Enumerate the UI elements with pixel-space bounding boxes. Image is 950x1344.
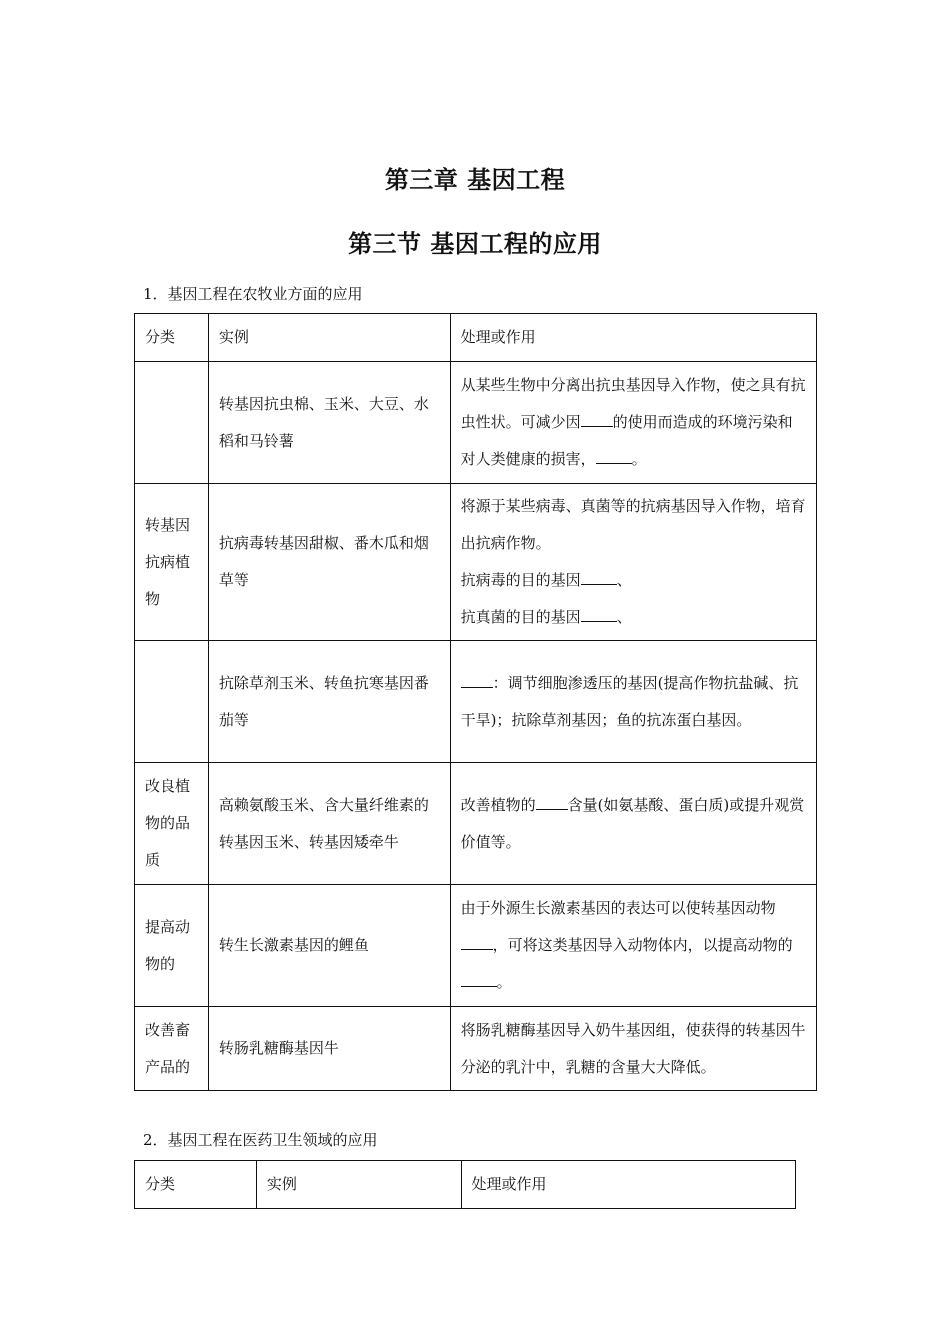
effect-text: 的使用而造成的环境污染和对人类健康的损害，: [460, 413, 793, 468]
row-effect: [450, 641, 816, 763]
table-row: [135, 763, 817, 885]
fill-blank[interactable]: [581, 406, 613, 427]
effect-line: [461, 562, 806, 599]
fill-blank[interactable]: [581, 564, 617, 585]
fill-blank[interactable]: [461, 929, 493, 950]
effect-text: 。: [496, 973, 512, 991]
header-effect: 处理或作用: [461, 1161, 795, 1209]
effect-line: [461, 599, 806, 636]
row-example: 抗除草剂玉米、转鱼抗寒基因番茄等: [208, 641, 450, 763]
table-row: [135, 362, 817, 484]
header-effect: 处理或作用: [450, 314, 816, 362]
effect-text: 抗真菌的目的基因: [460, 608, 581, 626]
row-category: [135, 641, 209, 763]
part1-heading: 1．基因工程在农牧业方面的应用: [143, 285, 363, 303]
header-example: 实例: [256, 1161, 461, 1209]
table-header-row: [135, 314, 817, 362]
fill-blank[interactable]: [461, 966, 497, 987]
header-category: 分类: [135, 1161, 257, 1209]
effect-text: ：调节细胞渗透压的基因(提高作物抗盐碱、抗干旱)；抗除草剂基因；鱼的抗冻蛋白基因。: [460, 673, 799, 729]
effect-text: 改善植物的: [460, 795, 536, 814]
table-header-row: [135, 1161, 796, 1209]
effect-text: 从某些生物中分离出抗虫基因导入作物，使之具有抗虫性状。可减少因: [460, 376, 806, 431]
table-row: [135, 1007, 817, 1091]
part2-heading: 2．基因工程在医药卫生领域的应用: [143, 1131, 378, 1149]
row-example: 转基因抗虫棉、玉米、大豆、水稻和马铃薯: [208, 362, 450, 484]
row-category: 转基因抗病植物: [135, 484, 209, 641]
section-title: 第三节 基因工程的应用: [348, 230, 602, 258]
medicine-table: [134, 1160, 796, 1209]
row-example: 转生长激素基因的鲤鱼: [208, 885, 450, 1007]
effect-text: 、: [616, 571, 632, 589]
chapter-title: 第三章 基因工程: [384, 166, 566, 194]
header-example: 实例: [208, 314, 450, 362]
row-category: 提高动物的: [135, 885, 209, 1007]
effect-text: 由于外源生长激素基因的表达可以使转基因动物: [460, 899, 776, 917]
effect-text: 含量(如氨基酸、蛋白质)或提升观赏价值等。: [460, 795, 805, 851]
row-effect: [450, 362, 816, 484]
table-row: [135, 885, 817, 1007]
row-example: 高赖氨酸玉米、含大量纤维素的转基因玉米、转基因矮牵牛: [208, 763, 450, 885]
effect-text: 抗病毒的目的基因: [460, 571, 581, 589]
effect-text: ，可将这类基因导入动物体内，以提高动物的: [492, 936, 793, 954]
row-effect: [450, 484, 816, 641]
fill-blank[interactable]: [581, 601, 617, 622]
row-category: [135, 362, 209, 484]
fill-blank[interactable]: [536, 789, 568, 810]
row-category: 改良植物的品质: [135, 763, 209, 885]
effect-text: 。: [631, 450, 647, 468]
row-example: 转肠乳糖酶基因牛: [208, 1007, 450, 1091]
table-row: [135, 484, 817, 641]
fill-blank[interactable]: [461, 667, 493, 688]
header-category: 分类: [135, 314, 209, 362]
agriculture-table: [134, 313, 817, 1091]
effect-text: 将源于某些病毒、真菌等的抗病基因导入作物，培育出抗病作物。: [460, 497, 806, 552]
row-example: 抗病毒转基因甜椒、番木瓜和烟草等: [208, 484, 450, 641]
row-category: 改善畜产品的: [135, 1007, 209, 1091]
row-effect: 将肠乳糖酶基因导入奶牛基因组，使获得的转基因牛分泌的乳汁中，乳糖的含量大大降低。: [450, 1007, 816, 1091]
row-effect: [450, 763, 816, 885]
effect-text: 、: [616, 608, 632, 626]
row-effect: [450, 885, 816, 1007]
fill-blank[interactable]: [596, 443, 632, 464]
table-row: [135, 641, 817, 763]
